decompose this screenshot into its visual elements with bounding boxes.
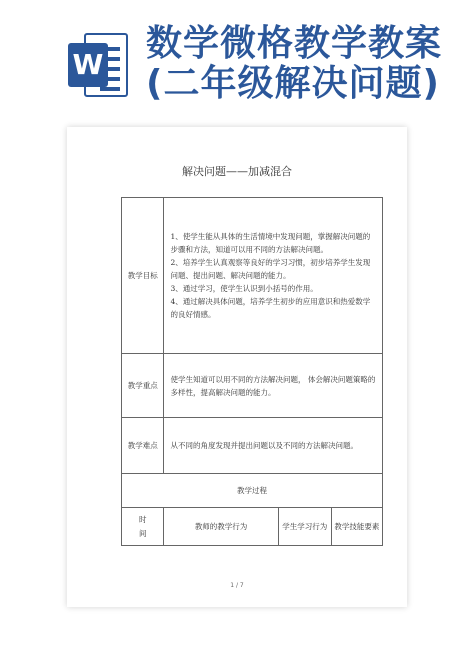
goal-item: 3、通过学习，使学生认识到小括号的作用。: [170, 284, 318, 293]
page-number: 1 / 7: [230, 582, 244, 589]
word-icon: [68, 33, 128, 97]
goals-label: 教学目标: [122, 198, 164, 354]
word-icon-letter: W: [68, 43, 108, 87]
goal-item: 1、使学生能从具体的生活情境中发现问题，掌握解决问题的步骤和方法，知道可以用不同的方法解决问题。: [170, 232, 371, 254]
goal-item: 2、培养学生认真观察等良好的学习习惯，初步培养学生发现问题、提出问题、解决问题的能力。: [170, 258, 371, 280]
goals-content: [164, 198, 383, 354]
goal-item: 4、通过解决具体问题，培养学生初步的应用意识和热爱数学的良好情感。: [170, 297, 371, 319]
key-points-content: 使学生知道可以用不同的方法解决问题， 体会解决问题策略的多样性，提高解决问题的能力。: [164, 354, 383, 418]
process-row: [122, 474, 383, 508]
columns-header-row: [122, 508, 383, 546]
column-time-text: 时间: [138, 514, 147, 538]
column-time: [122, 508, 164, 546]
difficulties-row: [122, 418, 383, 474]
banner-subtitle: (二年级解决问题): [146, 63, 440, 104]
goals-row: [122, 198, 383, 354]
header-banner: [0, 0, 474, 112]
document-title: 解决问题——加减混合: [182, 165, 292, 178]
lesson-plan-table: [121, 197, 383, 546]
column-student: 学生学习行为: [278, 508, 331, 546]
difficulties-content: 从不同的角度发现并提出问题以及不同的方法解决问题。: [164, 418, 383, 474]
key-points-label: 教学重点: [122, 354, 164, 418]
difficulties-label: 教学难点: [122, 418, 164, 474]
column-skill: 教学技能要素: [331, 508, 382, 546]
key-points-row: [122, 354, 383, 418]
column-teacher: 教师的教学行为: [164, 508, 278, 546]
document-page: [67, 127, 407, 607]
banner-title: 数学微格教学教案: [146, 23, 443, 64]
process-label: 教学过程: [122, 474, 383, 508]
